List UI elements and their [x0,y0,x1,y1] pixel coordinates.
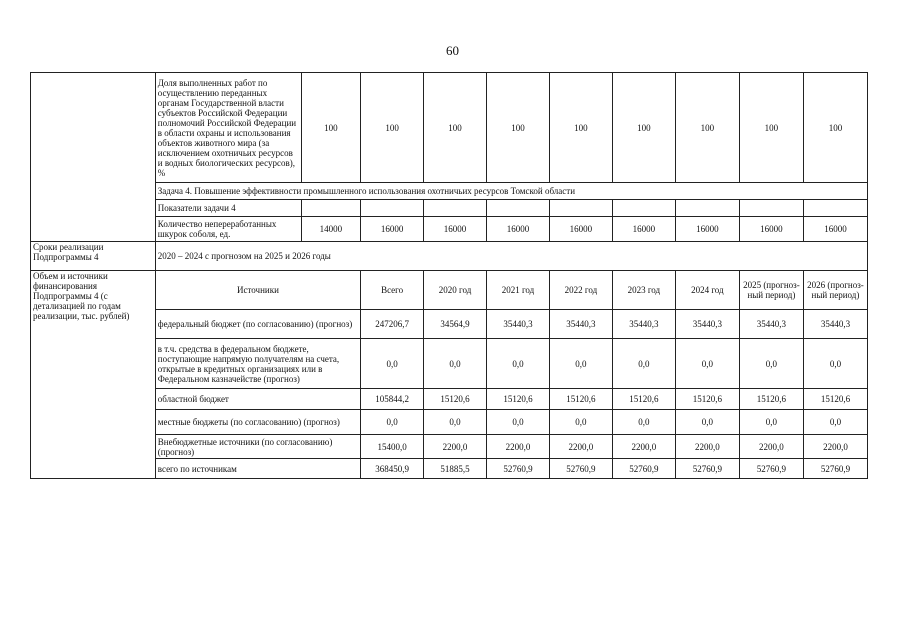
financing-source: в т.ч. средства в федеральном бюджете, поступающие напрямую получателям на счета, открытые в кредитных организациях или в Федеральном казначействе (прогноз) [155,339,360,389]
financing-value: 0,0 [424,339,487,389]
financing-value: 0,0 [487,339,550,389]
indicator-value: 16000 [361,217,424,242]
indicator-value: 100 [361,73,424,183]
financing-source: областной бюджет [155,389,360,410]
financing-source: местные бюджеты (по согласованию) (прогноз) [155,410,360,435]
financing-value: 35440,3 [612,310,675,339]
financing-value: 0,0 [739,410,803,435]
financing-header: 2025 (прогноз-ный период) [739,271,803,310]
financing-row [31,435,868,459]
financing-source: федеральный бюджет (по согласованию) (прогноз) [155,310,360,339]
financing-value: 15120,6 [424,389,487,410]
task-row [31,183,868,200]
financing-value: 35440,3 [549,310,612,339]
indicator-label: Количество непереработанных шкурок соболя, ед. [155,217,301,242]
indicator-value: 16000 [487,217,550,242]
financing-value: 2200,0 [487,435,550,459]
financing-value: 0,0 [612,410,675,435]
indicator-value: 100 [549,73,612,183]
indicator-value: 16000 [675,217,739,242]
financing-value: 0,0 [487,410,550,435]
financing-header: 2020 год [424,271,487,310]
indicator-value: 100 [739,73,803,183]
financing-header: 2026 (прогноз-ный период) [803,271,867,310]
financing-value: 15120,6 [549,389,612,410]
financing-header: 2024 год [675,271,739,310]
financing-value: 15400,0 [361,435,424,459]
financing-row [31,389,868,410]
financing-value: 52760,9 [803,459,867,479]
passport-table [30,72,868,479]
terms-row [31,242,868,271]
financing-value: 2200,0 [739,435,803,459]
financing-value: 368450,9 [361,459,424,479]
indicator-value: 100 [675,73,739,183]
task-indicators-label: Показатели задачи 4 [155,200,301,217]
indicator-value: 100 [301,73,361,183]
financing-value: 105844,2 [361,389,424,410]
financing-header: 2021 год [487,271,550,310]
financing-header-row [31,271,868,310]
financing-source: Внебюджетные источники (по согласованию) (прогноз) [155,435,360,459]
financing-value: 15120,6 [487,389,550,410]
financing-value: 2200,0 [549,435,612,459]
financing-value: 15120,6 [612,389,675,410]
financing-row [31,339,868,389]
indicator-row [31,217,868,242]
financing-value: 34564,9 [424,310,487,339]
financing-value: 52760,9 [739,459,803,479]
financing-value: 0,0 [361,410,424,435]
indicator-value: 100 [424,73,487,183]
financing-source: всего по источникам [155,459,360,479]
financing-value: 2200,0 [803,435,867,459]
financing-value: 0,0 [739,339,803,389]
financing-value: 51885,5 [424,459,487,479]
financing-value: 35440,3 [487,310,550,339]
terms-value: 2020 – 2024 с прогнозом на 2025 и 2026 годы [155,242,867,271]
financing-value: 35440,3 [803,310,867,339]
financing-value: 52760,9 [612,459,675,479]
financing-value: 0,0 [675,339,739,389]
indicator-value: 100 [803,73,867,183]
financing-value: 2200,0 [424,435,487,459]
financing-value: 0,0 [675,410,739,435]
financing-value: 247206,7 [361,310,424,339]
financing-header: 2023 год [612,271,675,310]
financing-value: 2200,0 [675,435,739,459]
indicator-value: 100 [612,73,675,183]
financing-value: 0,0 [803,339,867,389]
financing-value: 0,0 [549,339,612,389]
indicator-value: 16000 [549,217,612,242]
financing-value: 0,0 [612,339,675,389]
financing-value: 35440,3 [739,310,803,339]
terms-label: Сроки реализации Подпрограммы 4 [31,242,156,271]
indicator-value: 16000 [803,217,867,242]
indicator-row [31,73,868,183]
financing-header: Всего [361,271,424,310]
financing-value: 0,0 [549,410,612,435]
indicator-value: 16000 [612,217,675,242]
financing-value: 52760,9 [675,459,739,479]
financing-value: 52760,9 [487,459,550,479]
financing-value: 35440,3 [675,310,739,339]
financing-value: 0,0 [361,339,424,389]
financing-value: 15120,6 [675,389,739,410]
indicator-value: 100 [487,73,550,183]
financing-value: 15120,6 [739,389,803,410]
financing-row [31,410,868,435]
indicator-value: 16000 [424,217,487,242]
financing-value: 52760,9 [549,459,612,479]
financing-label: Объем и источники финансирования Подпрограммы 4 (с детализацией по годам реализации, тыс. рублей) [31,271,156,479]
financing-value: 0,0 [424,410,487,435]
empty-left-cell [31,73,156,242]
page-number: 60 [446,43,459,58]
financing-header: 2022 год [549,271,612,310]
financing-row [31,310,868,339]
indicator-value: 16000 [739,217,803,242]
task-indicators-row [31,200,868,217]
financing-value: 15120,6 [803,389,867,410]
task-title: Задача 4. Повышение эффективности промышленного использования охотничьих ресурсов Томской области [155,183,867,200]
indicator-label: Доля выполненных работ по осуществлению переданных органам Государственной власти субъектов Российской Федерации полномочий Российской Федерации в области охраны и использования объектов животного мира (за исключением охотничьих ресурсов и водных биологических ресурсов), % [155,73,301,183]
financing-value: 2200,0 [612,435,675,459]
financing-header: Источники [155,271,360,310]
indicator-value: 14000 [301,217,361,242]
financing-value: 0,0 [803,410,867,435]
financing-total-row [31,459,868,479]
